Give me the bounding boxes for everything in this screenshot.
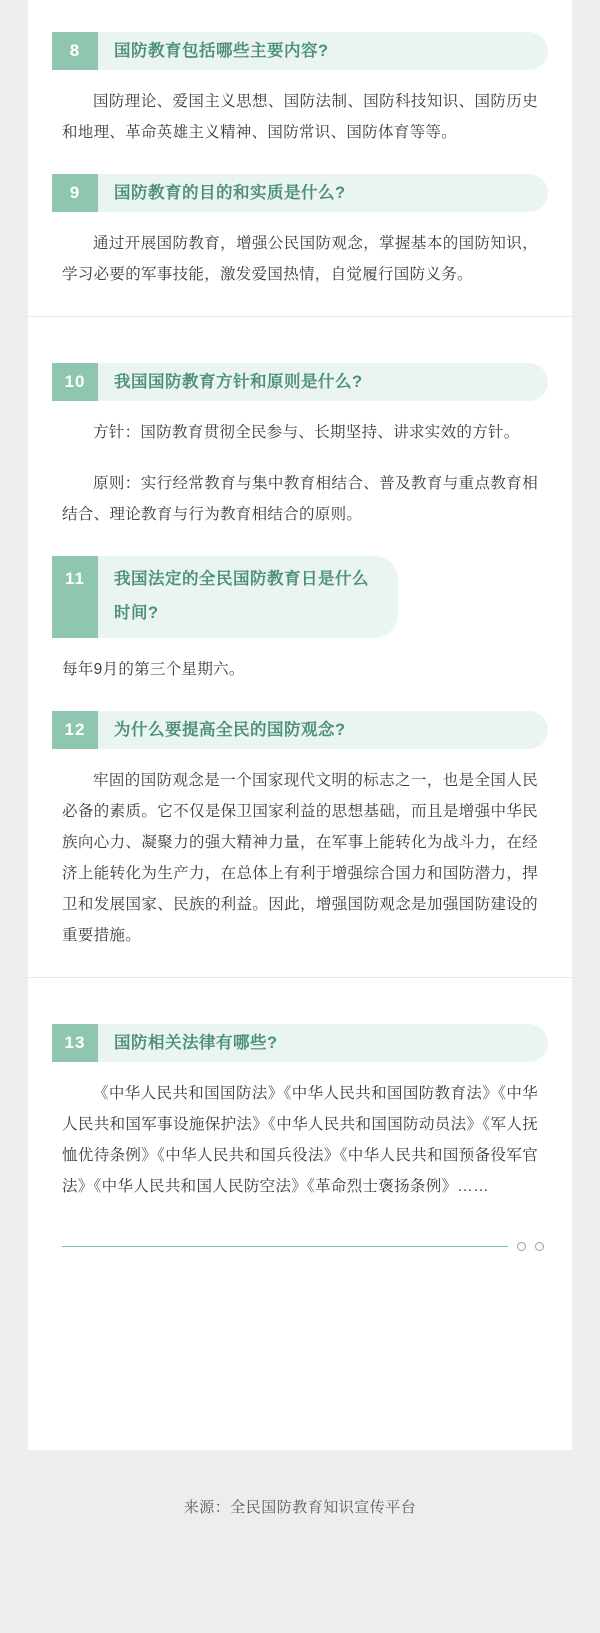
answer-paragraph: 每年9月的第三个星期六。 <box>62 661 245 678</box>
question-header <box>52 1024 548 1062</box>
qa-block <box>28 977 572 1206</box>
answer-paragraph: 《中华人民共和国国防法》《中华人民共和国国防教育法》《中华人民共和国军事设施保护法》《中华人民共和国国防动员法》《军人抚恤优待条例》《中华人民共和国兵役法》《中华人民共和国预备役军官法》《中华人民共和国人民防空法》《革命烈士褒扬条例》…… <box>62 1085 538 1195</box>
source-line: 来源：全民国防教育知识宣传平台 <box>183 1499 417 1516</box>
qa-block <box>28 32 572 152</box>
question-number: 9 <box>52 174 98 212</box>
qa-block <box>28 556 572 689</box>
dot-icon <box>517 1242 526 1251</box>
question-number: 8 <box>52 32 98 70</box>
answer-paragraph: 原则：实行经常教育与集中教育相结合、普及教育与重点教育相结合、理论教育与行为教育相结合的原则。 <box>62 475 538 523</box>
answer-paragraph: 国防理论、爱国主义思想、国防法制、国防科技知识、国防历史和地理、革命英雄主义精神、国防常识、国防体育等等。 <box>62 93 538 141</box>
answer-paragraph: 通过开展国防教育，增强公民国防观念，掌握基本的国防知识，学习必要的军事技能，激发爱国热情，自觉履行国防义务。 <box>62 235 538 283</box>
question-text: 国防教育包括哪些主要内容? <box>98 32 548 70</box>
qa-block <box>28 316 572 534</box>
qa-block <box>28 711 572 955</box>
question-header <box>52 174 548 212</box>
question-header <box>52 556 548 638</box>
footer-divider <box>62 1242 544 1251</box>
question-header <box>52 32 548 70</box>
question-number: 12 <box>52 711 98 749</box>
question-header <box>52 711 548 749</box>
question-number: 10 <box>52 363 98 401</box>
divider-line <box>62 1246 508 1247</box>
answer-paragraph: 方针：国防教育贯彻全民参与、长期坚持、讲求实效的方针。 <box>93 424 520 441</box>
question-text: 我国国防教育方针和原则是什么? <box>98 363 548 401</box>
article-sheet <box>28 0 572 1450</box>
question-number: 13 <box>52 1024 98 1062</box>
dot-icon <box>535 1242 544 1251</box>
answer-paragraph: 牢固的国防观念是一个国家现代文明的标志之一，也是全国人民必备的素质。它不仅是保卫国家利益的思想基础，而且是增强中华民族向心力、凝聚力的强大精神力量，在军事上能转化为战斗力，在经济上能转化为生产力，在总体上有利于增强综合国力和国防潜力，捍卫和发展国家、民族的利益。因此，增强国防观念是加强国防建设的重要措施。 <box>62 772 538 944</box>
qa-block <box>28 174 572 294</box>
question-text: 我国法定的全民国防教育日是什么时间? <box>98 556 398 638</box>
question-text: 国防相关法律有哪些? <box>98 1024 548 1062</box>
question-text: 为什么要提高全民的国防观念? <box>98 711 548 749</box>
question-text: 国防教育的目的和实质是什么? <box>98 174 548 212</box>
question-number: 11 <box>52 556 98 638</box>
question-header <box>52 363 548 401</box>
